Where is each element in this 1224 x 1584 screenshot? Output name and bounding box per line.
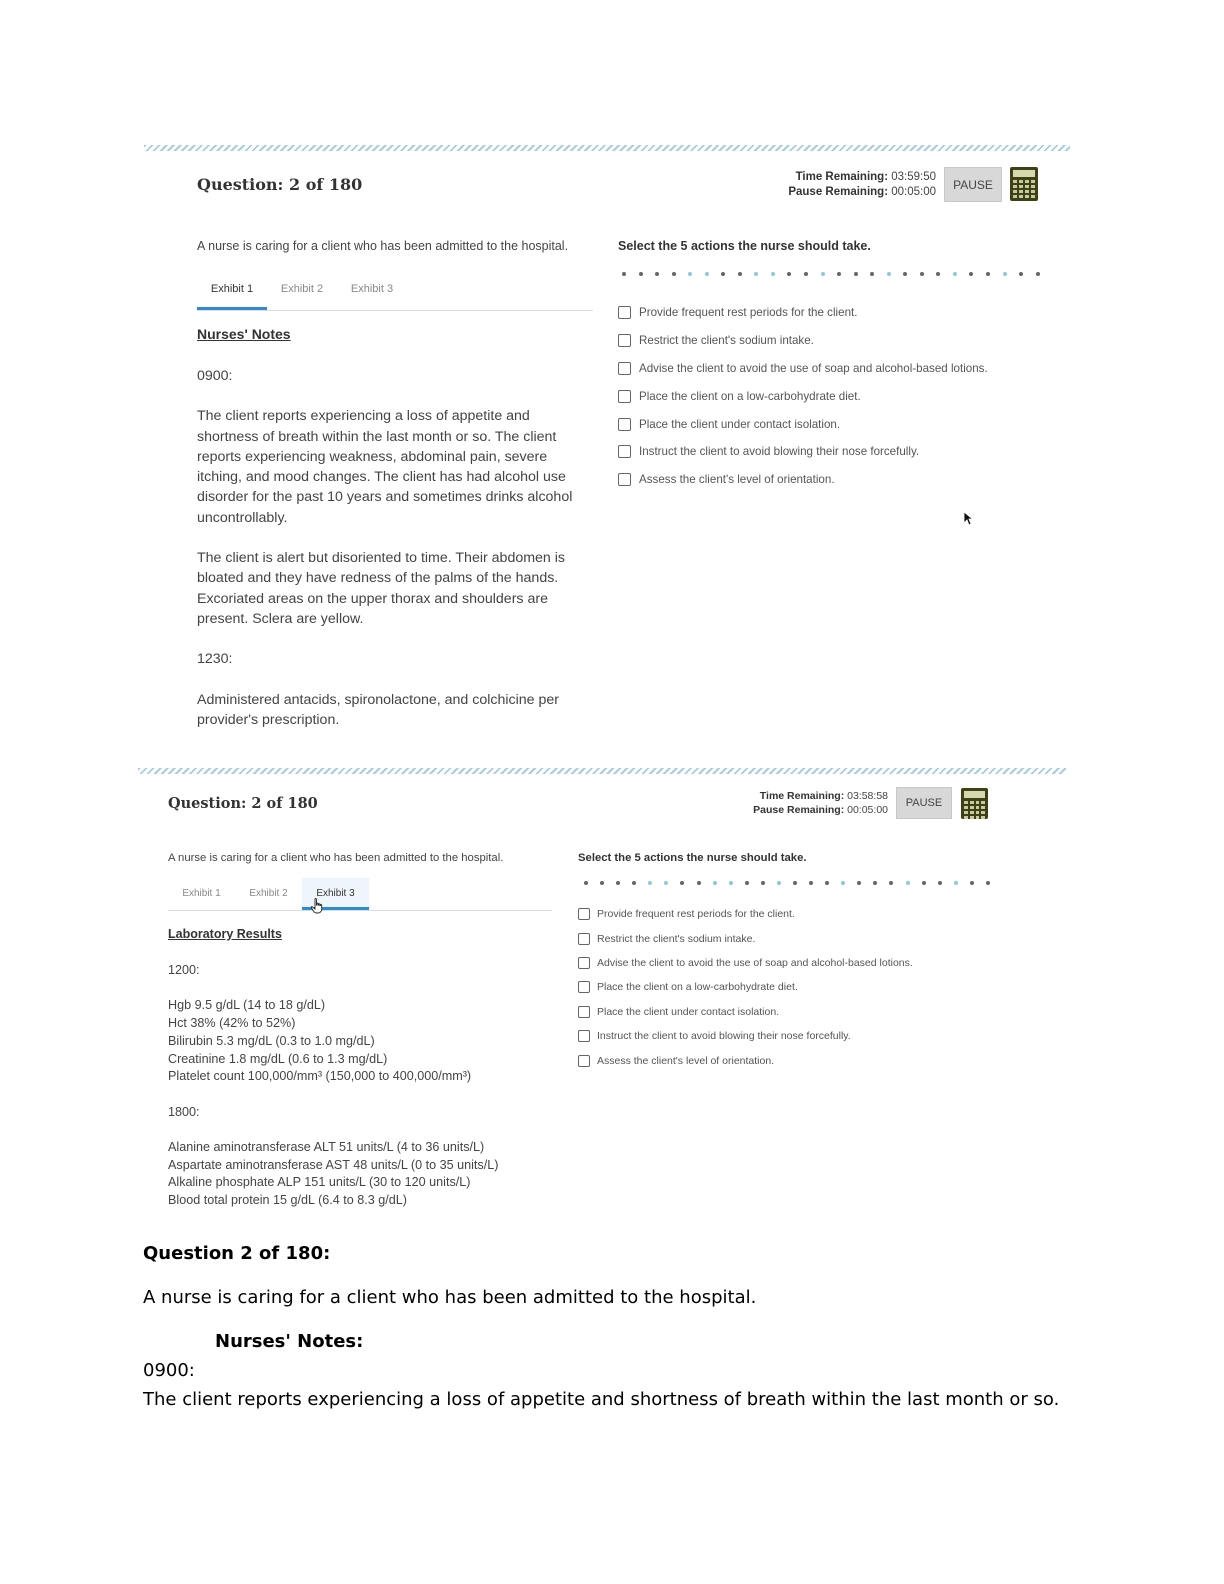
instruction: Select the 5 actions the nurse should take. [578, 852, 807, 864]
progress-dot[interactable] [738, 272, 742, 276]
timer-panel [788, 170, 936, 200]
progress-dot[interactable] [680, 881, 684, 885]
tab-exhibit-1[interactable]: Exhibit 1 [182, 888, 221, 899]
answer-option[interactable] [578, 902, 913, 926]
option-label: Instruct the client to avoid blowing their nose forcefully. [597, 1030, 851, 1043]
progress-dot[interactable] [841, 881, 845, 885]
option-label: Provide frequent rest periods for the client. [597, 908, 795, 921]
progress-dot[interactable] [754, 272, 758, 276]
option-label: Assess the client's level of orientation. [597, 1054, 775, 1067]
option-label: Restrict the client's sodium intake. [597, 932, 756, 945]
timer-panel [753, 790, 888, 817]
progress-dot[interactable] [821, 272, 825, 276]
progress-dots [622, 272, 1040, 276]
progress-dot[interactable] [672, 272, 676, 276]
exhibit-content [168, 962, 568, 1210]
progress-dot[interactable] [954, 881, 958, 885]
exhibit-line: Alkaline phosphate ALP 151 units/L (30 to 120 units/L) [168, 1175, 471, 1190]
exhibit-content [197, 366, 592, 730]
progress-dots [584, 881, 990, 885]
option-label: Provide frequent rest periods for the client. [639, 306, 858, 320]
checkbox[interactable] [618, 334, 631, 347]
transcript-text: The client reports experiencing a loss of appetite and shortness of breath within the last month or so. [143, 1389, 1060, 1410]
instruction: Select the 5 actions the nurse should take. [618, 239, 871, 253]
progress-dot[interactable] [745, 881, 749, 885]
pause-remaining-label: Pause Remaining: [753, 803, 845, 816]
checkbox[interactable] [578, 908, 590, 920]
checkbox[interactable] [618, 362, 631, 375]
checkbox[interactable] [618, 418, 631, 431]
progress-dot[interactable] [777, 881, 781, 885]
exhibit-line: Creatinine 1.8 mg/dL (0.6 to 1.3 mg/dL) [168, 1051, 388, 1066]
pause-remaining-label: Pause Remaining: [788, 185, 889, 198]
progress-dot[interactable] [887, 272, 891, 276]
checkbox[interactable] [578, 981, 590, 993]
answer-option[interactable] [578, 1000, 913, 1024]
exam-screen-2 [138, 768, 1066, 1218]
exhibit-tabs [168, 878, 552, 911]
progress-dot[interactable] [804, 272, 808, 276]
progress-dot[interactable] [616, 881, 620, 885]
exhibit-line: Hgb 9.5 g/dL (14 to 18 g/dL) [168, 998, 326, 1013]
exhibit-line: Hct 38% (42% to 52%) [168, 1016, 296, 1031]
time-remaining-label: Time Remaining: [795, 171, 889, 183]
pause-button[interactable]: PAUSE [944, 167, 1002, 202]
tab-exhibit-3[interactable]: Exhibit 3 [350, 283, 394, 295]
option-label: Restrict the client's sodium intake. [639, 334, 814, 348]
answer-option[interactable] [618, 299, 988, 327]
progress-dot[interactable] [870, 272, 874, 276]
question-title: Question: 2 of 180 [197, 175, 363, 194]
time-remaining-label: Time Remaining: [759, 790, 845, 802]
answer-options [618, 299, 988, 494]
calculator-icon[interactable] [1010, 167, 1038, 201]
progress-dot[interactable] [1036, 272, 1040, 276]
checkbox[interactable] [578, 1006, 590, 1018]
checkbox[interactable] [578, 957, 590, 969]
transcript-title: Question 2 of 180: [143, 1243, 331, 1264]
progress-dot[interactable] [906, 881, 910, 885]
calculator-icon[interactable] [961, 788, 988, 819]
header-stripe [144, 145, 1070, 151]
hand-pointer-icon [310, 898, 324, 914]
checkbox[interactable] [618, 473, 631, 486]
exhibit-line: 1230: [197, 651, 233, 668]
exhibit-line: Administered antacids, spironolactone, and colchicine per provider's prescription. [197, 691, 559, 728]
answer-option[interactable] [578, 1048, 913, 1072]
checkbox[interactable] [578, 1055, 590, 1067]
progress-dot[interactable] [953, 272, 957, 276]
option-label: Advise the client to avoid the use of soap and alcohol-based lotions. [597, 956, 913, 969]
exhibit-line: Alanine aminotransferase ALT 51 units/L (4 to 36 units/L) [168, 1139, 485, 1154]
answer-option[interactable] [618, 438, 988, 466]
option-label: Place the client on a low-carbohydrate diet. [639, 389, 861, 403]
exhibit-heading: Nurses' Notes [197, 326, 291, 342]
exhibit-line: The client reports experiencing a loss of appetite and shortness of breath within the last month or so. The client reports experiencing weakness, abdominal pain, severe itching, and mood changes. The client has had alcohol use disorder for the past 10 years and sometimes drinks alcohol uncontrollably. [197, 408, 573, 526]
progress-dot[interactable] [713, 881, 717, 885]
checkbox[interactable] [578, 1030, 590, 1042]
option-label: Place the client under contact isolation. [597, 1005, 780, 1018]
answer-options [578, 902, 913, 1073]
exhibit-line: Blood total protein 15 g/dL (6.4 to 8.3 g/dL) [168, 1193, 407, 1208]
progress-dot[interactable] [1019, 272, 1023, 276]
progress-dot[interactable] [857, 881, 861, 885]
progress-dot[interactable] [1003, 272, 1007, 276]
exhibit-line: 0900: [197, 368, 233, 384]
progress-dot[interactable] [648, 881, 652, 885]
progress-dot[interactable] [922, 881, 926, 885]
option-label: Instruct the client to avoid blowing their nose forcefully. [639, 445, 920, 459]
progress-dot[interactable] [969, 272, 973, 276]
progress-dot[interactable] [825, 881, 829, 885]
answer-option[interactable] [578, 975, 913, 999]
progress-dot[interactable] [664, 881, 668, 885]
progress-dot[interactable] [622, 272, 626, 276]
pause-button[interactable]: PAUSE [896, 787, 952, 819]
checkbox[interactable] [618, 306, 631, 319]
answer-option[interactable] [618, 327, 988, 355]
tab-exhibit-3[interactable]: Exhibit 3 [302, 878, 369, 910]
progress-dot[interactable] [697, 881, 701, 885]
option-label: Advise the client to avoid the use of soap and alcohol-based lotions. [639, 361, 988, 375]
progress-dot[interactable] [938, 881, 942, 885]
progress-dot[interactable] [970, 881, 974, 885]
transcript-notes-heading: Nurses' Notes: [215, 1331, 364, 1352]
option-label: Place the client under contact isolation. [639, 417, 841, 431]
exhibit-line: Aspartate aminotransferase AST 48 units/L (0 to 35 units/L) [168, 1157, 499, 1172]
progress-dot[interactable] [854, 272, 858, 276]
progress-dot[interactable] [889, 881, 893, 885]
answer-option[interactable] [618, 410, 988, 438]
question-stem: A nurse is caring for a client who has been admitted to the hospital. [168, 852, 504, 864]
progress-dot[interactable] [705, 272, 709, 276]
progress-dot[interactable] [920, 272, 924, 276]
progress-dot[interactable] [729, 881, 733, 885]
progress-dot[interactable] [787, 272, 791, 276]
question-stem: A nurse is caring for a client who has been admitted to the hospital. [197, 239, 569, 253]
progress-dot[interactable] [903, 272, 907, 276]
option-label: Assess the client's level of orientation. [639, 473, 835, 487]
pause-remaining-value: 00:05:00 [847, 803, 888, 816]
progress-dot[interactable] [837, 272, 841, 276]
progress-dot[interactable] [793, 881, 797, 885]
progress-dot[interactable] [771, 272, 775, 276]
answer-option[interactable] [618, 466, 988, 494]
progress-dot[interactable] [632, 881, 636, 885]
progress-dot[interactable] [655, 272, 659, 276]
progress-dot[interactable] [721, 272, 725, 276]
progress-dot[interactable] [809, 881, 813, 885]
progress-dot[interactable] [584, 881, 588, 885]
exhibit-line: The client is alert but disoriented to time. Their abdomen is bloated and they have redness of the palms of the hands. Excoriated areas on the upper thorax and shoulders are present. Sclera are yellow. [197, 550, 566, 627]
answer-option[interactable] [618, 382, 988, 410]
header-stripe [138, 768, 1066, 774]
checkbox[interactable] [618, 445, 631, 458]
progress-dot[interactable] [986, 272, 990, 276]
option-label: Place the client on a low-carbohydrate diet. [597, 981, 798, 994]
answer-option[interactable] [578, 1024, 913, 1048]
exhibit-line: Platelet count 100,000/mm³ (150,000 to 400,000/mm³) [168, 1069, 472, 1084]
exam-screen-1 [144, 145, 1070, 745]
answer-option[interactable] [578, 951, 913, 975]
tab-exhibit-2[interactable]: Exhibit 2 [249, 888, 288, 899]
mouse-pointer-icon [963, 511, 973, 527]
pause-remaining-value: 00:05:00 [891, 185, 936, 198]
progress-dot[interactable] [873, 881, 877, 885]
question-title: Question: 2 of 180 [168, 795, 318, 812]
exhibit-line: 1200: [168, 963, 200, 977]
tab-exhibit-1[interactable]: Exhibit 1 [197, 277, 267, 310]
transcript-time: 0900: [143, 1360, 195, 1381]
answer-option[interactable] [578, 926, 913, 950]
time-remaining-value: 03:59:50 [891, 171, 936, 183]
progress-dot[interactable] [761, 881, 765, 885]
progress-dot[interactable] [936, 272, 940, 276]
progress-dot[interactable] [600, 881, 604, 885]
time-remaining-value: 03:58:58 [847, 790, 888, 802]
tab-exhibit-2[interactable]: Exhibit 2 [280, 283, 324, 295]
progress-dot[interactable] [639, 272, 643, 276]
exhibit-tabs [197, 277, 593, 311]
checkbox[interactable] [578, 933, 590, 945]
answer-option[interactable] [618, 355, 988, 383]
progress-dot[interactable] [986, 881, 990, 885]
exhibit-line: 1800: [168, 1104, 200, 1119]
exhibit-line: Bilirubin 5.3 mg/dL (0.3 to 1.0 mg/dL) [168, 1033, 375, 1048]
transcript-stem: A nurse is caring for a client who has been admitted to the hospital. [143, 1287, 757, 1308]
checkbox[interactable] [618, 390, 631, 403]
exhibit-heading: Laboratory Results [168, 927, 282, 941]
progress-dot[interactable] [688, 272, 692, 276]
